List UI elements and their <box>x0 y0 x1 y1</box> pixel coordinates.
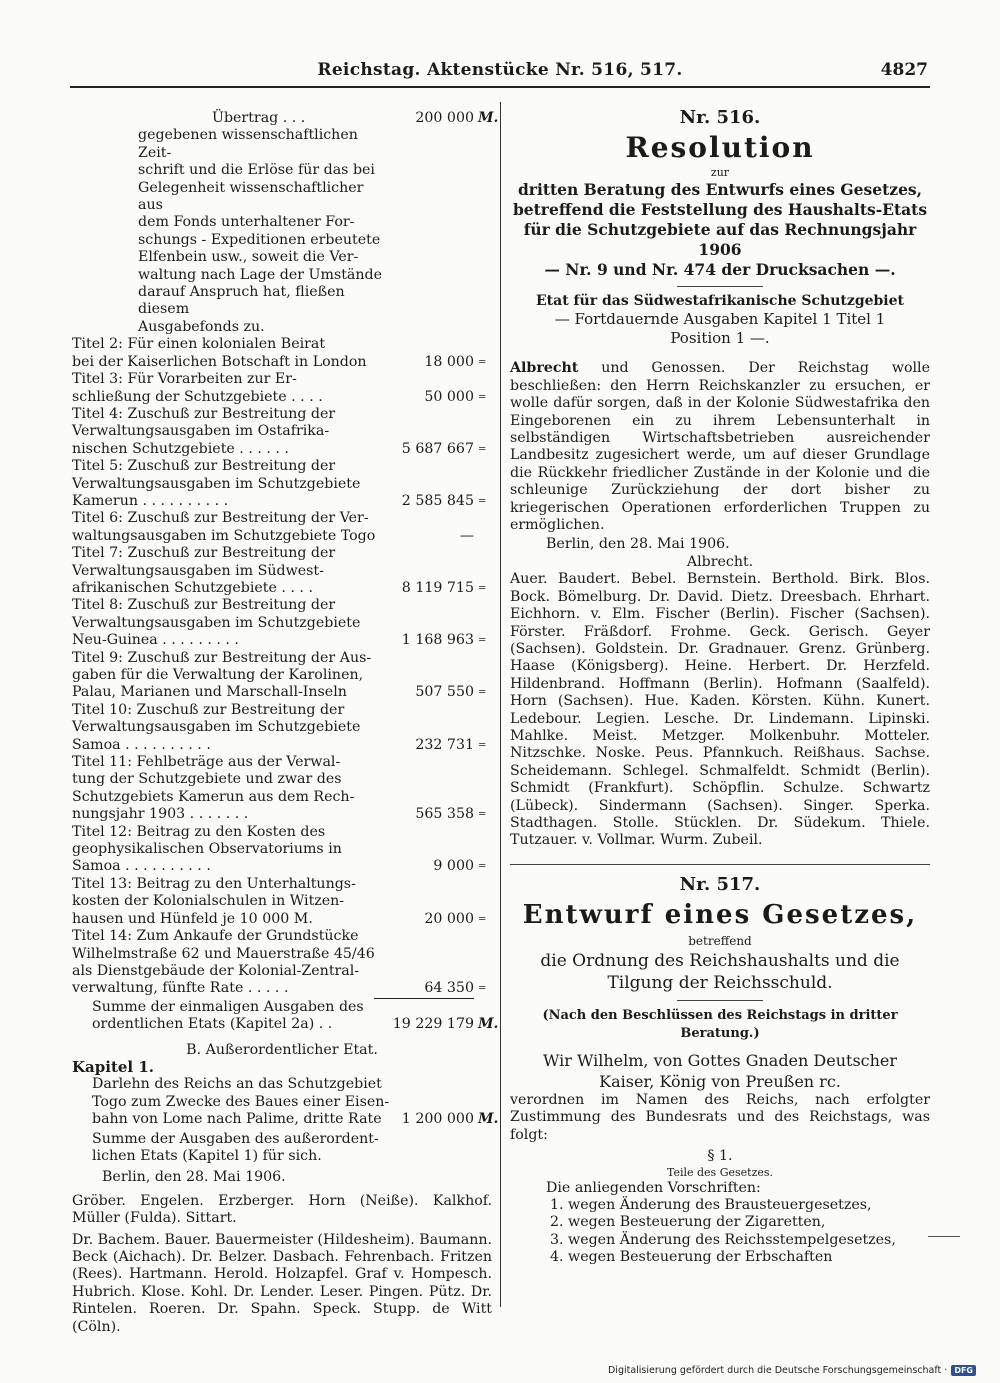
title-unit: = <box>478 635 487 647</box>
items-list <box>510 1197 930 1267</box>
list-item: 3. wegen Änderung des Reichsstempelgesetzes, <box>550 1231 896 1248</box>
darlehn-line: bahn von Lome nach Palime, dritte Rate <box>92 1111 382 1128</box>
column-divider <box>500 102 501 1307</box>
title-line: tung der Schutzgebiete und zwar des <box>72 771 342 788</box>
section-b-heading <box>72 1042 492 1059</box>
ordnung-line: Tilgung der Reichsschuld. <box>607 973 833 994</box>
title-line: gaben für die Verwaltung der Karolinen, <box>72 667 364 683</box>
intro-line: Gelegenheit wissenschaftlicher aus <box>138 179 364 214</box>
title-label <box>72 754 392 824</box>
intro-paragraph <box>72 127 492 336</box>
signer: Albrecht. <box>686 553 754 570</box>
title-line: Samoa . . . . . . . . . . <box>72 858 211 875</box>
uebertrag-row <box>72 110 499 127</box>
summe2 <box>72 1131 492 1166</box>
resolution-title: Resolution <box>625 131 815 164</box>
darlehn-label <box>72 1076 392 1128</box>
intro-line: waltung nach Lage der Umstände <box>138 266 383 283</box>
page-header <box>70 58 930 88</box>
darlehn-unit: M. <box>478 1111 499 1128</box>
title-label <box>72 650 392 702</box>
title-amount: 5 687 667 <box>401 440 474 457</box>
title-label <box>72 458 392 510</box>
title-row <box>72 510 492 545</box>
uebertrag-label: Übertrag . . . <box>212 110 306 126</box>
section-b-label: B. Außerordentlicher Etat. <box>186 1041 378 1058</box>
anliegend-line: Die anliegenden Vorschriften: <box>546 1179 761 1196</box>
title-line: Neu-Guinea . . . . . . . . . <box>72 632 239 649</box>
title-line: waltungsausgaben im Schutzgebiete Togo <box>72 527 376 544</box>
darlehn-line: Togo zum Zwecke des Baues einer Eisen- <box>92 1093 390 1110</box>
title-unit: = <box>478 983 487 995</box>
margin-mark <box>928 1236 960 1237</box>
title-amount: 9 000 <box>433 858 474 875</box>
title-amount: 18 000 <box>424 353 474 370</box>
title-amount: 8 119 715 <box>401 579 474 596</box>
right-column <box>510 106 930 1267</box>
zur-label: zur <box>710 166 730 179</box>
title-line: Titel 12: Beitrag zu den Kosten des <box>72 823 326 840</box>
header-title: Reichstag. Aktenstücke Nr. 516, 517. <box>317 60 683 80</box>
title-unit: = <box>478 443 487 455</box>
title-line: schließung der Schutzgebiete . . . . <box>72 388 323 405</box>
title-unit: = <box>478 356 487 368</box>
title-line: Kamerun . . . . . . . . . . <box>72 492 229 509</box>
title-line: bei der Kaiserlichen Botschaft in London <box>72 353 367 370</box>
intro-line: schungs - Expeditionen erbeutete <box>138 231 381 248</box>
title-line: Schutzgebiets Kamerun aus dem Rech- <box>72 788 355 805</box>
title-label <box>72 928 392 998</box>
title-amount: 64 350 <box>424 980 474 997</box>
summe1-row <box>72 998 499 1034</box>
title-line: Titel 9: Zuschuß zur Bestreitung der Aus- <box>72 649 372 666</box>
title-line: Verwaltungsausgaben im Ostafrika- <box>72 423 330 440</box>
res-line: für die Schutzgebiete auf das Rechnungsjahr 1906 <box>523 220 917 259</box>
title-row <box>72 406 492 458</box>
title-line: hausen und Hünfeld je 10 000 M. <box>72 910 313 927</box>
title-line: Titel 14: Zum Ankaufe der Grundstücke <box>72 928 359 945</box>
title-label <box>72 876 392 928</box>
title-line: Titel 11: Fehlbeträge aus der Verwal- <box>72 754 341 771</box>
title-line: verwaltung, fünfte Rate . . . . . <box>72 980 289 997</box>
res-line: betreffend die Feststellung des Haushalts-Etats <box>512 200 928 219</box>
title-line: Verwaltungsausgaben im Südwest- <box>72 562 324 579</box>
title-line: Titel 8: Zuschuß zur Bestreitung der <box>72 597 336 614</box>
kapitel-heading: Kapitel 1. <box>72 1057 154 1076</box>
title-line: Titel 3: Für Vorarbeiten zur Er- <box>72 371 297 388</box>
darlehn-amount: 1 200 000 <box>401 1111 474 1128</box>
title-line: kosten der Kolonialschulen in Witzen- <box>72 893 345 910</box>
verordnen-paragraph: verordnen im Namen des Reichs, nach erfolgter Zustimmung des Bundesrats und des Reichstags, was folgt: <box>510 1092 930 1143</box>
intro-line: darauf Anspruch hat, fließen diesem <box>138 284 345 318</box>
albrecht-paragraph <box>510 360 930 534</box>
title-line: Titel 5: Zuschuß zur Bestreitung der <box>72 458 336 475</box>
intro-line: schrift und die Erlöse für das bei <box>138 162 375 179</box>
title-line: Titel 7: Zuschuß zur Bestreitung der <box>72 545 336 562</box>
nach-line: (Nach den Beschlüssen des Reichstags in dritter Beratung.) <box>542 1008 898 1041</box>
title-row <box>72 754 492 824</box>
entwurf-title: Entwurf eines Gesetzes, <box>522 899 918 930</box>
page-number: 4827 <box>880 60 928 80</box>
albrecht-name: Albrecht <box>510 360 579 377</box>
teile-label: Teile des Gesetzes. <box>666 1165 774 1179</box>
left-signatories-2: Dr. Bachem. Bauer. Bauermeister (Hildesheim). Baumann. Beck (Aichach). Dr. Belzer. Dasbach. Fehrenbach. Fritzen (Rees). Hartmann. Herold. Holzapfel. Graf v. Hompesch. Hubrich. Klose. Kohl. Dr. Lender. Leser. Pingen. Pütz. Dr. Rintelen. Roeren. Dr. Spahn. Speck. Stupp. de Witt (Cöln). <box>72 1231 492 1335</box>
title-unit: = <box>478 739 487 751</box>
title-amount: 1 168 963 <box>401 632 474 649</box>
etat-subtitle <box>510 310 930 348</box>
title-unit: = <box>478 582 487 594</box>
title-line: Titel 4: Zuschuß zur Bestreitung der <box>72 405 336 422</box>
nr517-heading: Nr. 517. <box>679 873 761 895</box>
nr516-heading: Nr. 516. <box>679 107 761 128</box>
title-amount: — <box>459 527 474 544</box>
title-label <box>72 406 392 458</box>
albrecht-text: und Genossen. Der Reichstag wolle beschließen: den Herrn Reichskanzler zu ersuchen, er wolle dafür sorgen, daß in der Kolonie Südwestafrika den Eingeborenen ein zu ihrem Lebensunterhalt in selbständigen Wirtschaftsbetrieben ausreichender Landbesitz zugesichert werde, um auf dieser Grundlage die Rückkehr friedlicher Zustände in der Kolonie und die schleunige Zurückziehung der dort bisher zu kriegerischen Operationen erforderlichen Truppen zu ermöglichen. <box>510 360 930 534</box>
title-label <box>72 702 392 754</box>
title-row <box>72 650 492 702</box>
uebertrag-unit: M. <box>478 110 499 126</box>
left-column <box>72 110 499 1336</box>
summe1-line: ordentlichen Etats (Kapitel 2a) . . <box>92 1016 333 1033</box>
title-line: Samoa . . . . . . . . . . <box>72 736 211 753</box>
title-label <box>72 371 392 406</box>
wir-wilhelm <box>510 1050 930 1092</box>
list-item: 2. wegen Besteuerung der Zigaretten, <box>550 1214 826 1231</box>
title-unit: = <box>478 913 487 925</box>
betreffend-label: betreffend <box>688 933 752 948</box>
right-date: Berlin, den 28. Mai 1906. <box>546 536 730 553</box>
title-label <box>72 824 392 876</box>
title-line: Verwaltungsausgaben im Schutzgebiete <box>72 719 361 736</box>
list-item: 4. wegen Besteuerung der Erbschaften <box>550 1249 833 1266</box>
right-signatories: Auer. Baudert. Bebel. Bernstein. Berthold. Birk. Blos. Bock. Bömelburg. Dr. David. Dietz. Dreesbach. Ehrhart. Eichhorn. v. Elm. Fischer (Berlin). Fischer (Sachsen). Förster. Fräßdorf. Frohme. Geck. Gerisch. Geyer (Sachsen). Goldstein. Dr. Gradnauer. Grenz. Grünberg. Haase (Königsberg). Heine. Herbert. Dr. Herzfeld. Hildenbrand. Hoffmann (Berlin). Hofmann (Saalfeld). Horn (Sachsen). Hue. Kaden. Körsten. Kühn. Kunert. Ledebour. Legien. Lesche. Dr. Lindemann. Lipinski. Mahlke. Meist. Metzger. Molkenbuhr. Motteler. Nitzschke. Noske. Peus. Pfannkuch. Reißhaus. Sachse. Scheidemann. Schlegel. Schmalfeldt. Schmidt (Berlin). Schmidt (Frankfurt). Schöpflin. Schulze. Schwartz (Lübeck). Sindermann (Sachsen). Singer. Sperka. Stadthagen. Stolle. Stücklen. Dr. Südekum. Thiele. Tutzauer. v. Vollmar. Wurm. Zubeil. <box>510 571 930 849</box>
title-row <box>72 876 492 928</box>
title-unit: = <box>478 495 487 507</box>
intro-line: dem Fonds unterhaltener For- <box>138 214 355 231</box>
footer-credit <box>608 1365 976 1376</box>
title-label <box>72 510 392 545</box>
title-line: Titel 10: Zuschuß zur Bestreitung der <box>72 701 345 718</box>
title-unit: = <box>478 391 487 403</box>
ordnung-line: die Ordnung des Reichshaushalts und die <box>540 951 900 972</box>
title-line: Verwaltungsausgaben im Schutzgebiete <box>72 475 361 492</box>
resolution-subtitle <box>510 180 930 280</box>
title-line: Palau, Marianen und Marschall-Inseln <box>72 684 347 701</box>
wir-line: Kaiser, König von Preußen rc. <box>599 1072 841 1091</box>
title-line: Titel 2: Für einen kolonialen Beirat <box>72 336 326 353</box>
rule <box>677 286 763 287</box>
title-line: Verwaltungsausgaben im Schutzgebiete <box>72 614 361 631</box>
title-amount: 2 585 845 <box>401 492 474 509</box>
left-date: Berlin, den 28. Mai 1906. <box>102 1169 286 1186</box>
ordnung-subtitle <box>510 950 930 994</box>
title-line: Titel 6: Zuschuß zur Bestreitung der Ver- <box>72 510 369 527</box>
title-line: nungsjahr 1903 . . . . . . . <box>72 806 249 823</box>
title-line: geophysikalischen Observatoriums in <box>72 841 342 858</box>
etat-line: — Fortdauernde Ausgaben Kapitel 1 Titel 1 <box>554 310 886 329</box>
etat-title: Etat für das Südwestafrikanische Schutzgebiet <box>535 293 904 309</box>
title-amount: 565 358 <box>415 806 474 823</box>
res-line: dritten Beratung des Entwurfs eines Gesetzes, <box>517 180 923 199</box>
footer-text: Digitalisierung gefördert durch die Deutsche Forschungsgemeinschaft · <box>607 1365 948 1376</box>
title-amount: 20 000 <box>424 910 474 927</box>
title-row <box>72 371 492 406</box>
title-row <box>72 928 492 998</box>
title-line: nischen Schutzgebiete . . . . . . <box>72 440 289 457</box>
title-amount: 50 000 <box>424 388 474 405</box>
title-unit: = <box>478 809 487 821</box>
wir-line: Wir Wilhelm, von Gottes Gnaden Deutscher <box>542 1051 898 1070</box>
title-row <box>72 824 492 876</box>
title-row <box>72 458 492 510</box>
rule <box>677 1000 763 1001</box>
title-label <box>72 336 392 371</box>
titles-list <box>72 336 492 997</box>
title-line: afrikanischen Schutzgebiete . . . . <box>72 579 313 596</box>
dfg-logo: DFG <box>951 1365 976 1376</box>
left-signatories-1: Gröber. Engelen. Erzberger. Horn (Neiße). Kalkhof. Müller (Fulda). Sittart. <box>72 1192 492 1227</box>
darlehn-row <box>72 1076 499 1128</box>
title-line: Wilhelmstraße 62 und Mauerstraße 45/46 <box>72 945 375 962</box>
title-line: Titel 13: Beitrag zu den Unterhaltungs- <box>72 875 356 892</box>
title-unit: = <box>478 861 487 873</box>
intro-line: gegebenen wissenschaftlichen Zeit- <box>138 127 358 161</box>
list-item: 1. wegen Änderung des Brausteuergesetzes, <box>550 1197 872 1214</box>
title-row <box>72 597 492 649</box>
summe2-line: lichen Etats (Kapitel 1) für sich. <box>92 1147 322 1164</box>
res-line: — Nr. 9 und Nr. 474 der Drucksachen —. <box>544 260 896 279</box>
title-label <box>72 545 392 597</box>
title-unit: = <box>478 687 487 699</box>
etat-line: Position 1 —. <box>670 329 770 348</box>
summe1-label <box>72 999 392 1034</box>
title-row <box>72 545 492 597</box>
title-line: als Dienstgebäude der Kolonial-Zentral- <box>72 962 360 979</box>
intro-line: Elfenbein usw., soweit die Ver- <box>138 249 359 266</box>
summe1-line: Summe der einmaligen Ausgaben des <box>92 998 364 1015</box>
title-row <box>72 336 492 371</box>
summe1-amount: 19 229 179 <box>392 1016 474 1033</box>
title-label <box>72 597 392 649</box>
intro-line: Ausgabefonds zu. <box>138 318 265 335</box>
title-row <box>72 702 492 754</box>
paragraph-1: § 1. <box>707 1148 733 1165</box>
summe1-unit: M. <box>478 1016 499 1033</box>
darlehn-line: Darlehn des Reichs an das Schutzgebiet <box>92 1076 382 1093</box>
summe2-line: Summe der Ausgaben des außerordent- <box>92 1130 379 1147</box>
uebertrag-amount: 200 000 <box>415 110 474 126</box>
title-amount: 507 550 <box>415 684 474 701</box>
title-amount: 232 731 <box>415 736 474 753</box>
separator-rule <box>510 864 930 865</box>
